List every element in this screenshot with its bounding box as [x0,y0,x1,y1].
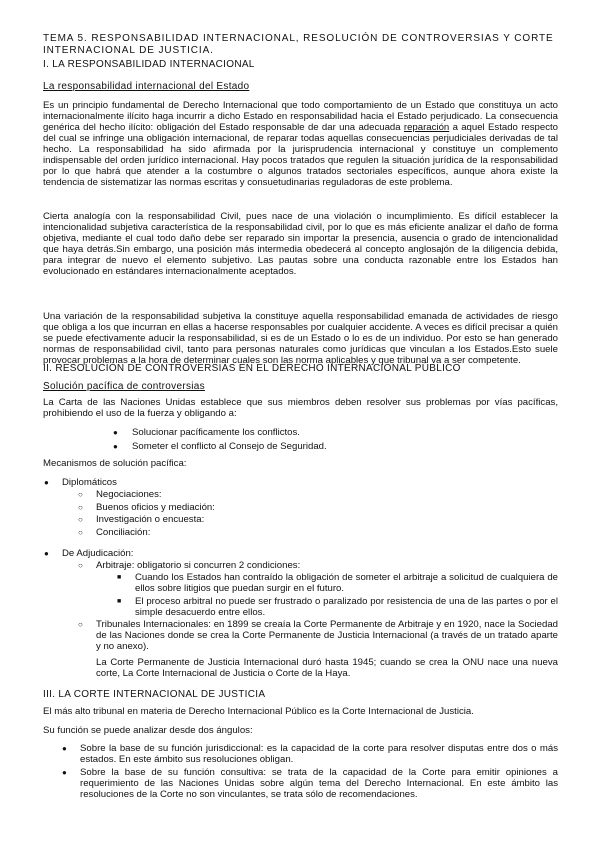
bullet-icon: ● [62,768,67,777]
diplomatic-label: Diplomáticos [62,477,117,488]
mechanisms-intro: Mecanismos de solución pacífica: [43,458,187,469]
section-1-paragraph-3: Una variación de la responsabilidad subjetiva la constituye aquella responsabilidad emanada de actividades de riesgo que obliga a los que incurran en ellas a hacerse responsables por cualquier accidente. A veces es difícil precisar a quién se puede efectivamente aducir la responsabilidad, si es de un Estado o lo es de un individuo. Por esto se han generado normas de responsabilidad civil, tanto para personas naturales como jurídicas que vinculan a los Estados.Esto suele provocar problemas a la hora de determinar cuales son las norma aplicables y que tribunal va a ser competente. [43,311,558,366]
circle-bullet-icon: ○ [78,515,83,524]
square-bullet-icon: ■ [117,574,122,581]
bullet-icon: ● [44,478,49,487]
section-1-heading: I. LA RESPONSABILIDAD INTERNACIONAL [43,59,255,70]
circle-bullet-icon: ○ [78,528,83,537]
court-function-item: Sobre la base de su función consultiva: se trata de la capacidad de la Corte para emitir opiniones a requerimiento de las Naciones Unidas sobre algún tema del Derecho Internacional. En este ámbito las resoluciones de la Corte no son vinculantes, se trata sólo de recomendaciones. [80,767,558,800]
square-bullet-icon: ■ [117,598,122,605]
diplomatic-item: Negociaciones: [96,489,162,500]
section-3-paragraph-2: Su función se puede analizar desde dos ángulos: [43,725,253,736]
circle-bullet-icon: ○ [78,561,83,570]
arbitration-label: Arbitraje: obligatorio si concurren 2 condiciones: [96,560,301,571]
obligation-item: Solucionar pacíficamente los conflictos. [132,427,300,438]
judicial-label: De Adjudicación: [62,548,134,559]
circle-bullet-icon: ○ [78,620,83,629]
arbitration-condition: Cuando los Estados han contraído la obligación de someter el arbitraje a solicitud de cualquiera de ellos sobre litigios que puedan surgir en el futuro. [135,572,558,594]
arbitration-condition: El proceso arbitral no puede ser frustrado o paralizado por resistencia de una de las partes o por el simple desacuerdo entre ellos. [135,596,558,618]
bullet-icon: ● [44,549,49,558]
court-function-item: Sobre la base de su función jurisdiccional: es la capacidad de la corte para resolver disputas entre dos o más estados. En este ámbito sus resoluciones obligan. [80,743,558,765]
diplomatic-item: Investigación o encuesta: [96,514,205,525]
section-1-paragraph-1: Es un principio fundamental de Derecho Internacional que todo comportamiento de un Estado que constituya un acto internacionalmente ilícito haga incurrir a dicho Estado en responsabilidad hacia el Estado perjudicado. La consecuencia genérica del hecho ilícito: obligación del Estado responsable de dar una adecuada reparación a aquel Estado respecto del cual se infringe una obligación internacional, de reparar todas aquellas consecuencias perjudiciales derivadas de tal hecho. La responsabilidad ha sido afirmada por la jurisprudencia internacional y constituye un complemento indispensable del orden jurídico internacional. Hay pocos tratados que regulen la situación jurídica de la responsabilidad por lo que habrá que atender a la costumbre o algunos tratados sectoriales específicos, aunque ahora existe la tendencia de sistematizar las normas escritas y consuetudinarias reguladoras de este problema. [43,100,558,188]
bullet-icon: ● [62,744,67,753]
circle-bullet-icon: ○ [78,490,83,499]
diplomatic-item: Buenos oficios y mediación: [96,502,215,513]
reparacion-link[interactable]: reparación [403,122,450,133]
section-1-subheading: La responsabilidad internacional del Estado [43,81,250,92]
bullet-icon: ● [113,442,118,451]
section-2-heading: II. RESOLUCIÓN DE CONTROVERSIAS EN EL DERECHO INTERNACIONAL PÚBLICO [43,363,461,374]
section-2-paragraph-1: La Carta de las Naciones Unidas establece que sus miembros deben resolver sus problemas por vías pacíficas, prohibiendo el uso de la fuerza y obligando a: [43,397,558,419]
obligation-item: Someter el conflicto al Consejo de Seguridad. [132,441,327,452]
section-3-heading: III. LA CORTE INTERNACIONAL DE JUSTICIA [43,689,266,700]
section-3-paragraph-1: El más alto tribunal en materia de Derecho Internacional Público es la Corte Internacional de Justicia. [43,706,474,717]
bullet-icon: ● [113,428,118,437]
section-2-subheading: Solución pacífica de controversias [43,381,205,392]
diplomatic-item: Conciliación: [96,527,151,538]
cpji-note: La Corte Permanente de Justicia Internacional duró hasta 1945; cuando se crea la ONU nace una nueva corte, La Corte Internacional de Justicia o Corte de la Haya. [96,657,558,679]
document-title: TEMA 5. RESPONSABILIDAD INTERNACIONAL, RESOLUCIÓN DE CONTROVERSIAS Y CORTE INTERNACIONAL DE JUSTICIA. [43,33,554,56]
section-1-paragraph-2: Cierta analogía con la responsabilidad Civil, pues nace de una violación o incumplimiento. Es difícil establecer la intencionalidad subjetiva característica de la responsabilidad civil, por lo que es más eficiente analizar el daño de forma objetiva, mediante el cual todo daño debe ser reparado sin importar la presencia, ausencia o grado de intencionalidad que haya detrás.Sin embargo, una posición más intermedia obedecerá al concepto anglosajón de la diligencia debida, para integrar de nuevo el elemento subjetivo. Las pautas sobre una conducta razonable entre los Estados han evolucionado en estándares internacionalmente aceptados. [43,211,558,277]
tribunals-text: Tribunales Internacionales: en 1899 se creaía la Corte Permanente de Arbitraje y en 1920, nace la Sociedad de las Naciones donde se crea la Corte Permanente de Justicia Internacional (a través de un tratado aparte y no anexo). [96,619,558,652]
circle-bullet-icon: ○ [78,503,83,512]
